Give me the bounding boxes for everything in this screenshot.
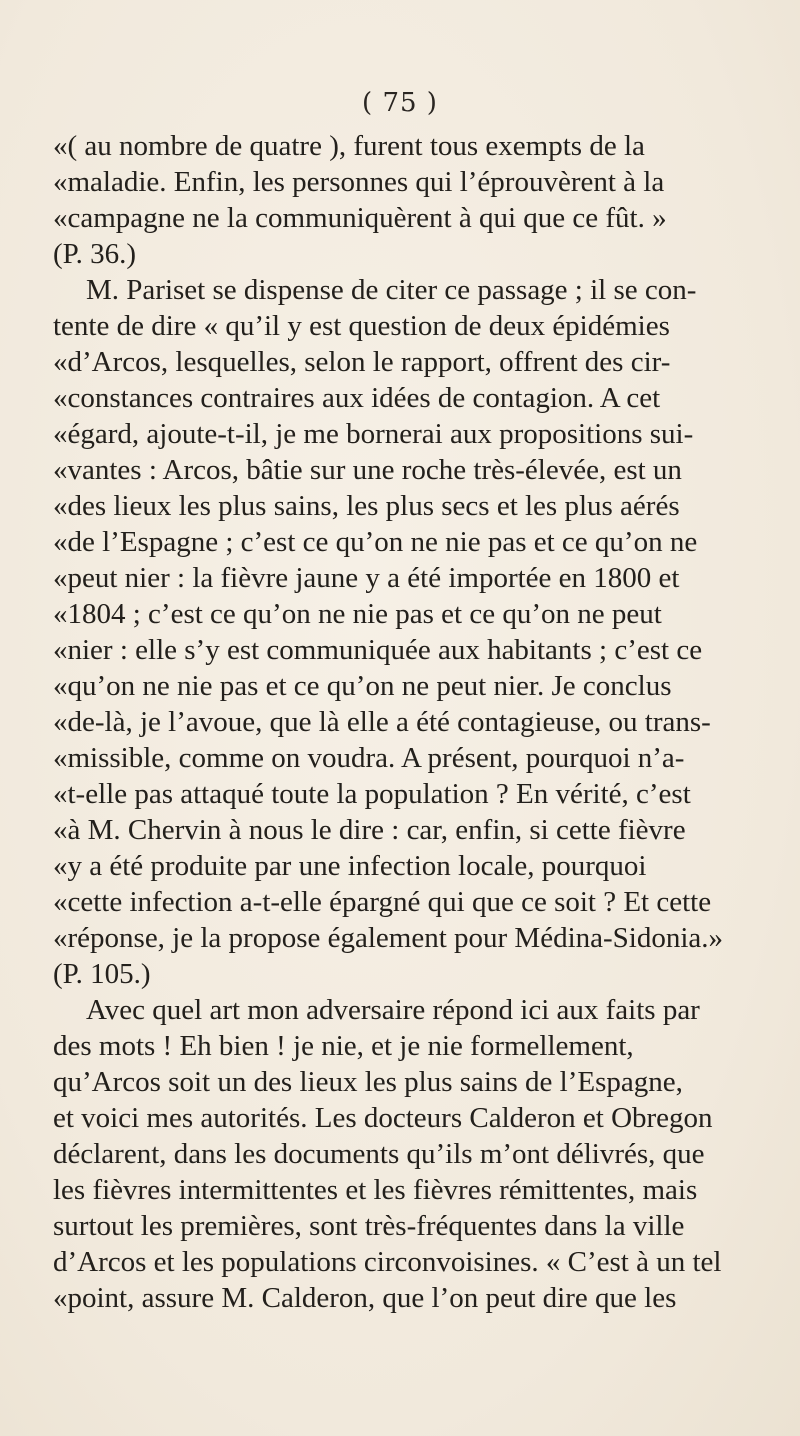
text-line: M. Pariset se dispense de citer ce passage ; il se con- — [86, 274, 697, 306]
text-line: «missible, comme on voudra. A présent, pourquoi n’a- — [53, 742, 685, 774]
text-line: «vantes : Arcos, bâtie sur une roche très-élevée, est un — [53, 454, 682, 486]
text-line: «point, assure M. Calderon, que l’on peut dire que les — [53, 1282, 677, 1314]
text-line: les fièvres intermittentes et les fièvres rémittentes, mais — [53, 1174, 698, 1206]
text-line: Avec quel art mon adversaire répond ici aux faits par — [86, 994, 700, 1026]
text-line: «maladie. Enfin, les personnes qui l’éprouvèrent à la — [53, 166, 665, 198]
text-line: «des lieux les plus sains, les plus secs et les plus aérés — [53, 490, 680, 522]
text-line: tente de dire « qu’il y est question de deux épidémies — [53, 310, 670, 342]
text-line: «à M. Chervin à nous le dire : car, enfin, si cette fièvre — [53, 814, 686, 846]
text-line: et voici mes autorités. Les docteurs Calderon et Obregon — [53, 1102, 713, 1134]
text-line: (P. 105.) — [53, 958, 151, 990]
text-line: «t-elle pas attaqué toute la population ? En vérité, c’est — [53, 778, 691, 810]
text-line: «campagne ne la communiquèrent à qui que ce fût. » — [53, 202, 667, 234]
text-line: «égard, ajoute-t-il, je me bornerai aux propositions sui- — [53, 418, 694, 450]
text-line: «qu’on ne nie pas et ce qu’on ne peut nier. Je conclus — [53, 670, 672, 702]
text-line: «d’Arcos, lesquelles, selon le rapport, offrent des cir- — [53, 346, 671, 378]
text-line: (P. 36.) — [53, 238, 136, 270]
page-number: ( 75 ) — [362, 88, 438, 118]
text-line: «( au nombre de quatre ), furent tous exempts de la — [53, 130, 645, 162]
text-line: «de l’Espagne ; c’est ce qu’on ne nie pas et ce qu’on ne — [53, 526, 698, 558]
text-line: «réponse, je la propose également pour Médina-Sidonia.» — [53, 922, 724, 954]
text-line: des mots ! Eh bien ! je nie, et je nie formellement, — [53, 1030, 634, 1062]
text-line: déclarent, dans les documents qu’ils m’ont délivrés, que — [53, 1138, 705, 1170]
text-line: «peut nier : la fièvre jaune y a été importée en 1800 et — [53, 562, 680, 594]
text-line: «cette infection a-t-elle épargné qui que ce soit ? Et cette — [53, 886, 712, 918]
text-line: «nier : elle s’y est communiquée aux habitants ; c’est ce — [53, 634, 703, 666]
text-line: «de-là, je l’avoue, que là elle a été contagieuse, ou trans- — [53, 706, 711, 738]
text-line: qu’Arcos soit un des lieux les plus sains de l’Espagne, — [53, 1066, 683, 1098]
text-line: «constances contraires aux idées de contagion. A cet — [53, 382, 661, 414]
text-line: «y a été produite par une infection locale, pourquoi — [53, 850, 647, 882]
text-line: surtout les premières, sont très-fréquentes dans la ville — [53, 1210, 685, 1242]
text-line: d’Arcos et les populations circonvoisines. « C’est à un tel — [53, 1246, 722, 1278]
text-line: «1804 ; c’est ce qu’on ne nie pas et ce qu’on ne peut — [53, 598, 662, 630]
